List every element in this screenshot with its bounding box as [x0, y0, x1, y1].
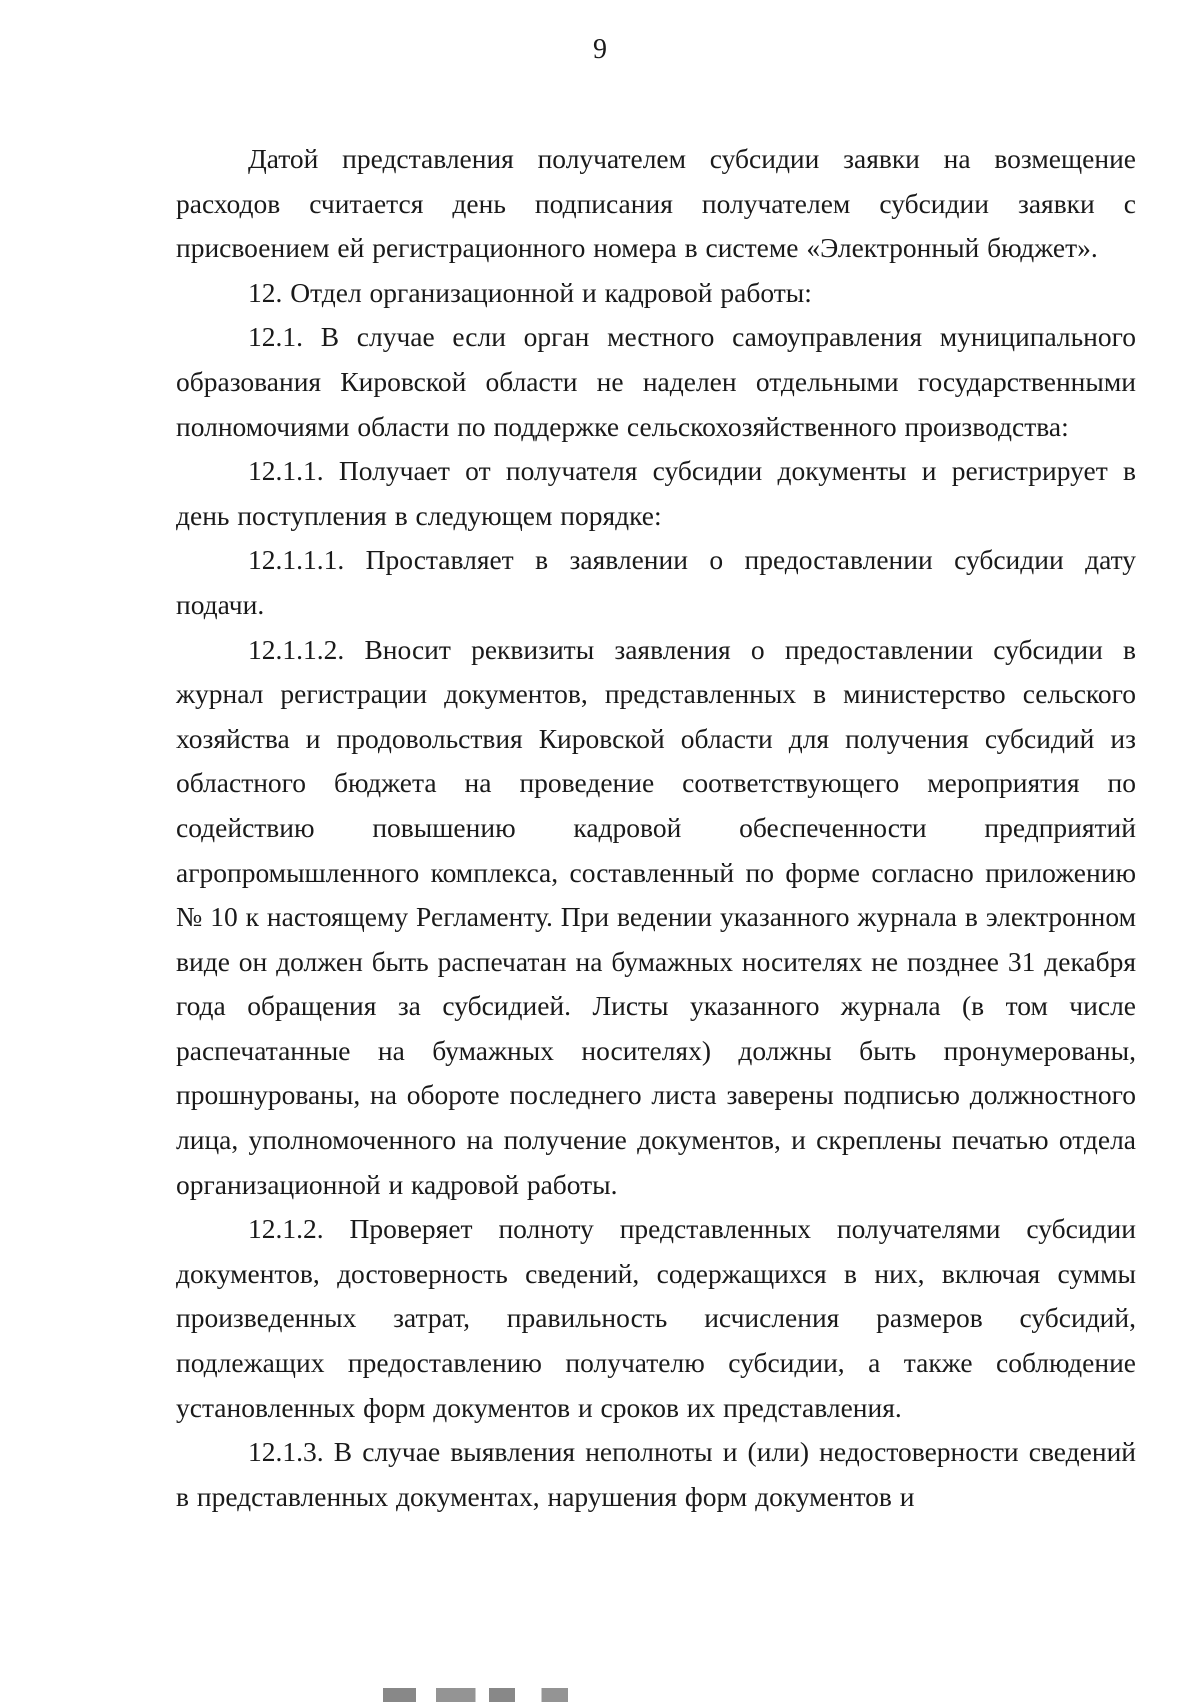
paragraph-section-12: 12. Отдел организационной и кадровой работы: — [248, 276, 812, 308]
paragraph-section-12-1-1: 12.1.1. Получает от получателя субсидии документы и регистрирует в день поступления в следующем порядке: — [176, 455, 1136, 531]
paragraph-section-12-1-2: 12.1.2. Проверяет полноту представленных получателями субсидии документов, достоверность сведений, содержащихся в них, включая суммы произведенных затрат, правильность исчисления размеров субсидий, подлежащих предоставлению получателю субсидии, а также соблюдение установленных форм документов и сроков их представления. — [176, 1213, 1136, 1423]
paragraph-section-12-1-1-2: 12.1.1.2. Вносит реквизиты заявления о предоставлении субсидии в журнал регистрации документов, представленных в министерство сельского хозяйства и продовольствия Кировской области для получения субсидий из областного бюджета на проведение соответствующего мероприятия по содействию повышению кадровой обеспеченности предприятий агропромышленного комплекса, составленный по форме согласно приложению № 10 к настоящему Регламенту. При ведении указанного журнала в электронном виде он должен быть распечатан на бумажных носителях не позднее 31 декабря года обращения за субсидией. Листы указанного журнала (в том числе распечатанные на бумажных носителях) должны быть пронумерованы, прошнурованы, на обороте последнего листа заверены подписью должностного лица, уполномоченного на получение документов, и скреплены печатью отдела организационной и кадровой работы. — [176, 633, 1136, 1200]
scan-artifact — [370, 1688, 700, 1702]
document-body — [176, 137, 1136, 1519]
page-number: 9 — [593, 34, 607, 65]
paragraph-section-12-1: 12.1. В случае если орган местного самоуправления муниципального образования Кировской области не наделен отдельными государственными полномочиями области по поддержке сельскохозяйственного производства: — [176, 321, 1136, 442]
paragraph-section-12-1-1-1: 12.1.1.1. Проставляет в заявлении о предоставлении субсидии дату подачи. — [176, 544, 1136, 620]
paragraph-section-12-1-3: 12.1.3. В случае выявления неполноты и (или) недостоверности сведений в представленных документах, нарушения форм документов и — [176, 1436, 1136, 1512]
paragraph-submission-date: Датой представления получателем субсидии заявки на возмещение расходов считается день подписания получателем субсидии заявки с присвоением ей регистрационного номера в системе «Электронный бюджет». — [176, 143, 1136, 264]
